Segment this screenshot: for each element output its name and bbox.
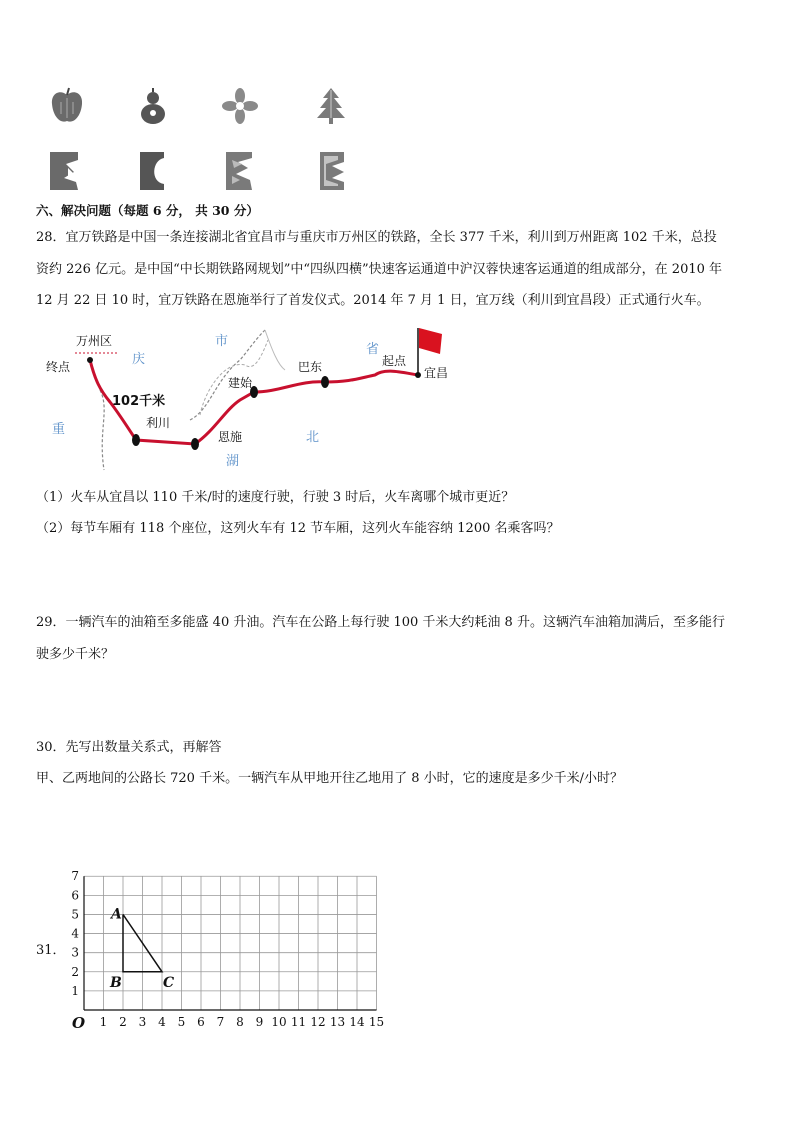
gourd-icon bbox=[138, 86, 168, 126]
q28-text-line-3: 12 月 22 日 10 时，宜万铁路在恩施举行了首发仪式。2014 年 7 月 1 日，宜万线（利川到宜昌段）正式通行火车。 bbox=[36, 293, 710, 308]
x-tick-label: 2 bbox=[119, 1015, 127, 1029]
q30-text-line-1: 30．先写出数量关系式，再解答 bbox=[36, 740, 222, 755]
q28-text-line-1: 28．宜万铁路是中国一条连接湖北省宜昌市与重庆市万州区的铁路，全长 377 千米，利川到万州距离 102 千米，总投 bbox=[36, 230, 717, 245]
x-tick-label: 6 bbox=[197, 1015, 205, 1029]
x-tick-label: 11 bbox=[290, 1015, 307, 1029]
map-label-enshi: 恩施 bbox=[218, 430, 243, 444]
x-tick-label: 1 bbox=[99, 1015, 108, 1029]
map-region-bei: 北 bbox=[306, 430, 320, 445]
grid-lines bbox=[84, 876, 377, 1010]
x-tick-label: 12 bbox=[310, 1015, 326, 1029]
x-tick-label: 13 bbox=[329, 1015, 346, 1029]
section-heading: 六、解决问题（每题 6 分， 共 30 分） bbox=[36, 203, 259, 218]
y-tick-label: 3 bbox=[71, 945, 79, 960]
map-label-end-point: 终点 bbox=[46, 360, 71, 374]
q28-sub-question-2: （2）每节车厢有 118 个座位，这列火车有 12 节车厢，这列火车能容纳 1200 名乘客吗？ bbox=[36, 521, 560, 536]
map-label-wanzhou: 万州区 bbox=[76, 334, 113, 348]
x-tick-label: 5 bbox=[177, 1015, 186, 1029]
map-region-sheng: 省 bbox=[366, 342, 380, 357]
map-region-shi: 市 bbox=[215, 334, 229, 349]
q29-text-line-2: 驶多少千米？ bbox=[36, 647, 115, 662]
q30-text-line-2: 甲、乙两地间的公路长 720 千米。一辆汽车从甲地开往乙地用了 8 小时，它的速度是多少千米/小时？ bbox=[36, 771, 623, 786]
y-tick-label: 2 bbox=[71, 964, 79, 979]
q29-text-line-1: 29．一辆汽车的油箱至多能盛 40 升油。汽车在公路上每行驶 100 千米大约耗油 8 升。这辆汽车油箱加满后，至多能行 bbox=[36, 615, 725, 630]
map-label-start-point: 起点 bbox=[382, 354, 407, 368]
half-shape-1-icon bbox=[48, 150, 82, 192]
apple-icon bbox=[50, 86, 84, 126]
half-shape-3-icon bbox=[224, 150, 254, 192]
q28-sub-question-1: （1）火车从宜昌以 110 千米/时的速度行驶，行驶 3 时后，火车离哪个城市更近？ bbox=[36, 490, 515, 505]
flower-icon bbox=[222, 88, 258, 124]
q31-number: 31． bbox=[36, 943, 66, 958]
map-label-jianshi: 建始 bbox=[228, 376, 253, 390]
map-label-distance: 102千米 bbox=[112, 394, 166, 409]
point-a-label: A bbox=[111, 906, 122, 923]
map-label-badong: 巴东 bbox=[298, 360, 323, 374]
point-b-label: B bbox=[110, 974, 122, 991]
y-tick-label: 1 bbox=[71, 983, 79, 998]
half-shape-2-icon bbox=[138, 150, 166, 192]
y-tick-label: 6 bbox=[71, 888, 79, 903]
railway-map bbox=[40, 320, 470, 480]
y-tick-label: 7 bbox=[71, 869, 79, 884]
x-tick-labels bbox=[100, 1015, 384, 1029]
x-tick-label: 15 bbox=[368, 1015, 385, 1029]
grid-axes bbox=[84, 876, 377, 1010]
map-region-qing: 庆 bbox=[132, 352, 146, 367]
x-tick-label: 14 bbox=[349, 1015, 365, 1029]
map-label-lichuan: 利川 bbox=[146, 416, 171, 430]
map-label-yichang: 宜昌 bbox=[424, 366, 449, 380]
y-tick-labels bbox=[71, 869, 79, 998]
origin-label: O bbox=[72, 1014, 86, 1032]
x-tick-label: 8 bbox=[236, 1015, 244, 1029]
tree-icon bbox=[315, 86, 347, 126]
half-shape-4-icon bbox=[318, 150, 348, 192]
x-tick-label: 10 bbox=[271, 1015, 287, 1029]
map-region-hu: 湖 bbox=[226, 454, 240, 469]
map-region-chong: 重 bbox=[52, 422, 66, 437]
x-tick-label: 7 bbox=[216, 1015, 225, 1029]
x-tick-label: 9 bbox=[255, 1015, 264, 1029]
x-tick-label: 4 bbox=[158, 1015, 166, 1029]
q28-text-line-2: 资约 226 亿元。是中国“中长期铁路网规划”中“四纵四横”快速客运通道中沪汉蓉快速客运通道的组成部分，在 2010 年 bbox=[36, 262, 723, 277]
x-tick-label: 3 bbox=[138, 1015, 147, 1029]
coordinate-grid bbox=[60, 866, 390, 1034]
y-tick-label: 5 bbox=[71, 907, 79, 922]
y-tick-label: 4 bbox=[71, 926, 79, 941]
point-c-label: C bbox=[163, 974, 175, 991]
